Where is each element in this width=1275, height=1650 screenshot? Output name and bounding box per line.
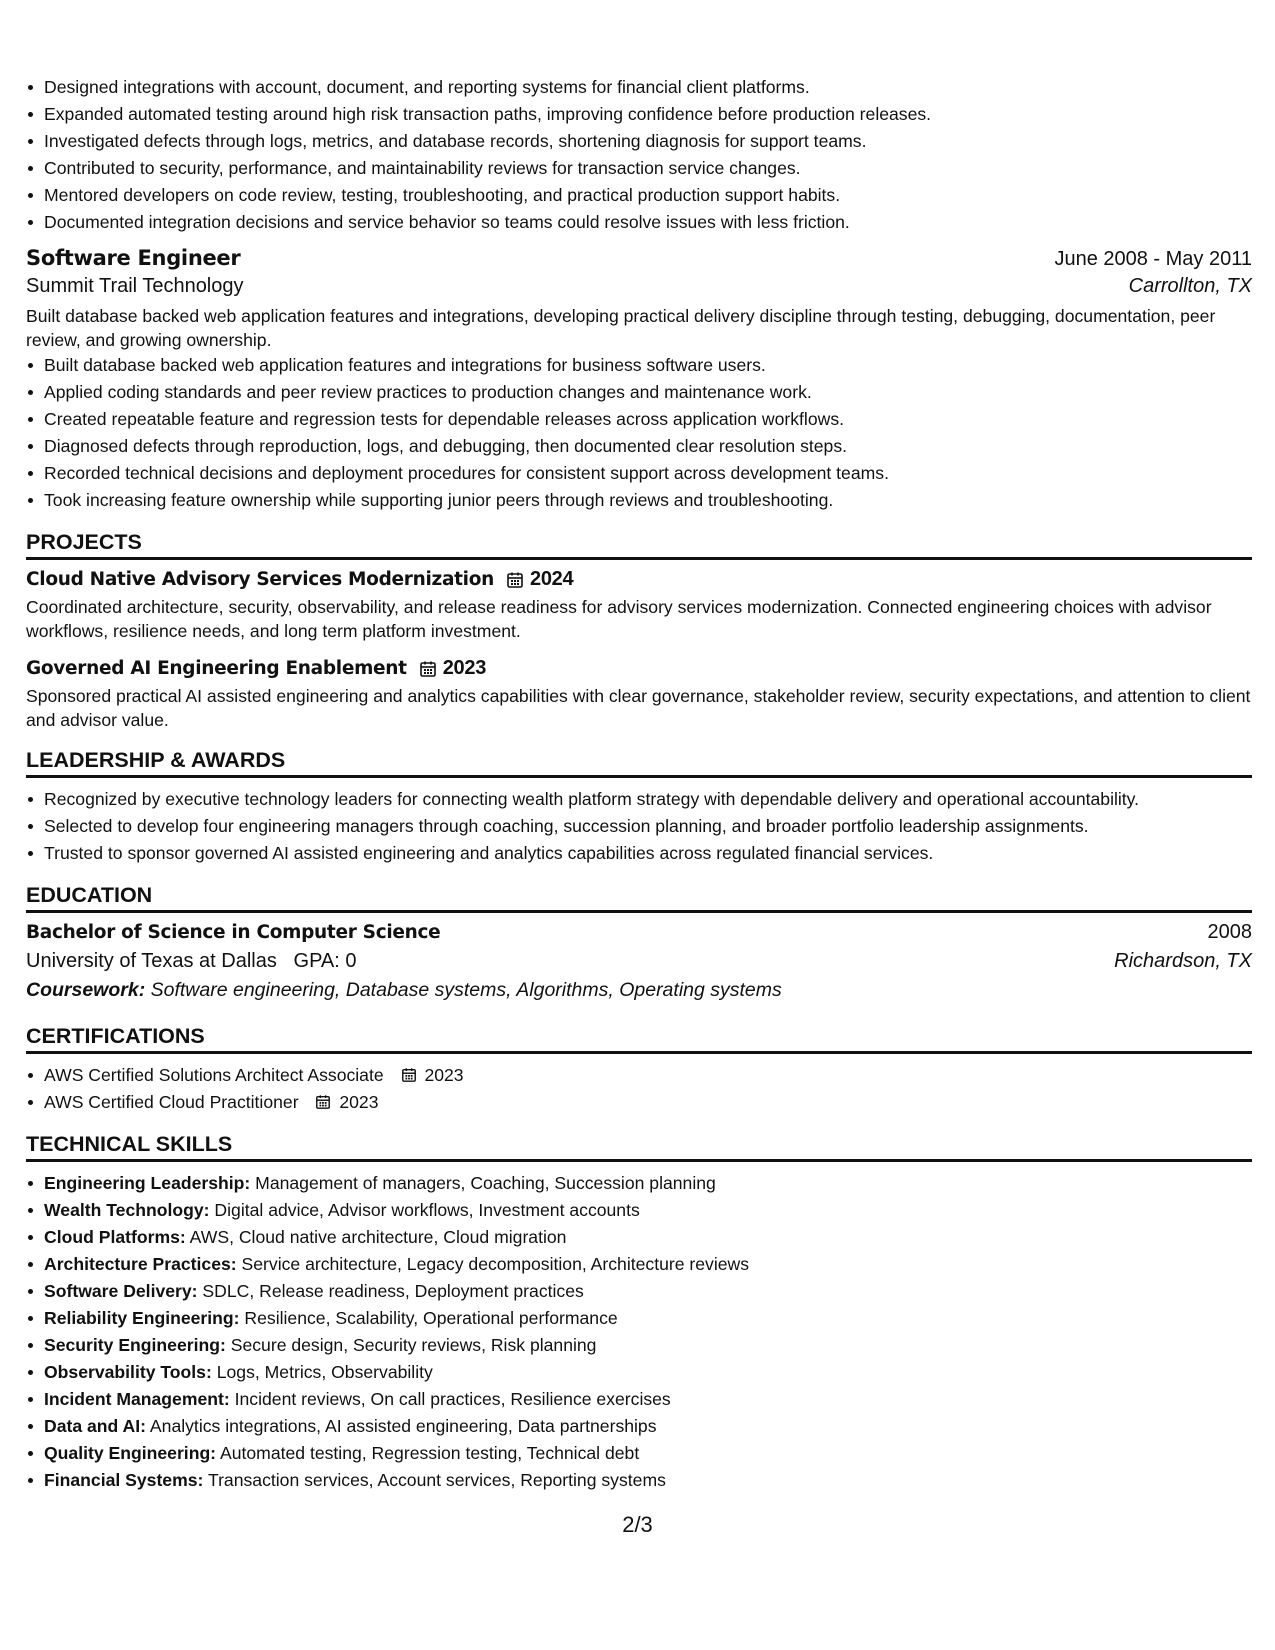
skill-name: Incident Management: — [44, 1389, 230, 1409]
education-degree: Bachelor of Science in Computer Science — [26, 922, 441, 943]
skill-value: Logs, Metrics, Observability — [216, 1362, 433, 1382]
list-item: Investigated defects through logs, metrics, and database records, shortening diagnosis for support teams. — [44, 128, 1252, 155]
education-school-line — [26, 950, 357, 973]
skill-value: Service architecture, Legacy decomposition, Architecture reviews — [241, 1254, 750, 1274]
skill-value: Transaction services, Account services, Reporting systems — [207, 1470, 666, 1490]
project-description: Coordinated architecture, security, observability, and release readiness for advisory services modernization. Connected engineering choices with advisor workflows, resilience needs, and long term platform investment. — [26, 597, 1212, 641]
certification-name: AWS Certified Cloud Practitioner — [44, 1092, 299, 1112]
skills-list — [26, 1170, 1252, 1494]
job-summary: Built database backed web application features and integrations, developing practical delivery discipline through testing, debugging, documentation, peer review, and growing ownership. — [26, 306, 1216, 350]
skill-value: AWS, Cloud native architecture, Cloud migration — [189, 1227, 567, 1247]
skill-name: Software Delivery: — [44, 1281, 198, 1301]
list-item — [44, 1278, 1252, 1305]
section-heading: TECHNICAL SKILLS — [26, 1132, 1252, 1162]
list-item: Built database backed web application features and integrations for business software users. — [44, 352, 1252, 379]
project-year: 2023 — [442, 657, 487, 679]
skill-value: SDLC, Release readiness, Deployment practices — [202, 1281, 584, 1301]
skill-name: Data and AI: — [44, 1416, 146, 1436]
education-year: 2008 — [1207, 921, 1252, 943]
education-header-row — [26, 921, 1252, 944]
calendar-icon — [506, 571, 524, 589]
list-item — [44, 1359, 1252, 1386]
job-dates: June 2008 - May 2011 — [1054, 248, 1252, 270]
skill-name: Quality Engineering: — [44, 1443, 217, 1463]
education-section — [26, 883, 1252, 1002]
projects-section — [26, 530, 1252, 732]
list-item: Recorded technical decisions and deployment procedures for consistent support across development teams. — [44, 460, 1252, 487]
skill-name: Reliability Engineering: — [44, 1308, 240, 1328]
list-item: Selected to develop four engineering managers through coaching, succession planning, and broader portfolio leadership assignments. — [44, 813, 1252, 840]
certifications-list — [26, 1062, 1252, 1116]
leadership-bullets — [26, 786, 1252, 867]
list-item — [44, 1305, 1252, 1332]
job-header-row — [26, 246, 1252, 271]
list-item: Applied coding standards and peer review practices to production changes and maintenance work. — [44, 379, 1252, 406]
calendar-icon — [419, 660, 437, 678]
certification-year: 2023 — [424, 1065, 464, 1085]
certification-name: AWS Certified Solutions Architect Associate — [44, 1065, 384, 1085]
skill-value: Analytics integrations, AI assisted engineering, Data partnerships — [149, 1416, 657, 1436]
project-entry — [26, 568, 1252, 643]
education-school-row — [26, 950, 1252, 973]
list-item — [44, 1413, 1252, 1440]
certification-year: 2023 — [339, 1092, 379, 1112]
project-title: Cloud Native Advisory Services Modernization — [26, 569, 495, 590]
job-company: Summit Trail Technology — [26, 275, 244, 297]
skill-value: Automated testing, Regression testing, Technical debt — [219, 1443, 640, 1463]
list-item: Took increasing feature ownership while supporting junior peers through reviews and troubleshooting. — [44, 487, 1252, 514]
skill-value: Digital advice, Advisor workflows, Investment accounts — [214, 1200, 640, 1220]
skill-name: Observability Tools: — [44, 1362, 212, 1382]
skills-section — [26, 1132, 1252, 1494]
skill-value: Management of managers, Coaching, Succession planning — [255, 1173, 716, 1193]
project-year: 2024 — [530, 568, 574, 590]
coursework-value: Software engineering, Database systems, Algorithms, Operating systems — [150, 979, 782, 1001]
education-school: University of Texas at Dallas — [26, 950, 277, 972]
job-company-row — [26, 275, 1252, 298]
list-item — [44, 1062, 1252, 1089]
list-item: Contributed to security, performance, and maintainability reviews for transaction service changes. — [44, 155, 1252, 182]
list-item: Mentored developers on code review, testing, troubleshooting, and practical production support habits. — [44, 182, 1252, 209]
section-heading: CERTIFICATIONS — [26, 1024, 1252, 1054]
list-item: Expanded automated testing around high risk transaction paths, improving confidence before production releases. — [44, 101, 1252, 128]
skill-name: Wealth Technology: — [44, 1200, 210, 1220]
project-title-row — [26, 568, 1252, 591]
leadership-section — [26, 748, 1252, 867]
list-item — [44, 1224, 1252, 1251]
job-bullets — [26, 352, 1252, 514]
skill-name: Engineering Leadership: — [44, 1173, 251, 1193]
job-title: Software Engineer — [26, 246, 241, 270]
section-heading: LEADERSHIP & AWARDS — [26, 748, 1252, 778]
skill-value: Resilience, Scalability, Operational performance — [244, 1308, 618, 1328]
education-gpa: GPA: 0 — [293, 950, 357, 972]
list-item: Created repeatable feature and regression tests for dependable releases across application workflows. — [44, 406, 1252, 433]
calendar-icon — [315, 1094, 331, 1110]
skill-name: Financial Systems: — [44, 1470, 204, 1490]
skill-name: Architecture Practices: — [44, 1254, 237, 1274]
prev-job-bullets — [26, 74, 1252, 236]
section-heading: EDUCATION — [26, 883, 1252, 913]
project-entry — [26, 657, 1252, 732]
calendar-icon — [401, 1067, 417, 1083]
list-item: Designed integrations with account, document, and reporting systems for financial client platforms. — [44, 74, 1252, 101]
list-item — [44, 1170, 1252, 1197]
project-description: Sponsored practical AI assisted engineering and analytics capabilities with clear governance, stakeholder review, security expectations, and attention to client and advisor value. — [26, 686, 1251, 730]
skill-value: Incident reviews, On call practices, Resilience exercises — [234, 1389, 671, 1409]
project-title-row — [26, 657, 1252, 680]
skill-value: Secure design, Security reviews, Risk planning — [230, 1335, 597, 1355]
project-title: Governed AI Engineering Enablement — [26, 658, 407, 679]
list-item — [44, 1386, 1252, 1413]
section-heading: PROJECTS — [26, 530, 1252, 560]
list-item: Trusted to sponsor governed AI assisted engineering and analytics capabilities across regulated financial services. — [44, 840, 1252, 867]
skill-name: Cloud Platforms: — [44, 1227, 186, 1247]
resume-page — [26, 74, 1252, 1494]
list-item: Documented integration decisions and service behavior so teams could resolve issues with less friction. — [44, 209, 1252, 236]
list-item: Diagnosed defects through reproduction, logs, and debugging, then documented clear resolution steps. — [44, 433, 1252, 460]
list-item — [44, 1467, 1252, 1494]
list-item — [44, 1089, 1252, 1116]
certifications-section — [26, 1024, 1252, 1116]
job-entry — [26, 246, 1252, 514]
list-item — [44, 1251, 1252, 1278]
education-location: Richardson, TX — [1114, 950, 1252, 972]
list-item — [44, 1332, 1252, 1359]
page-number: 2/3 — [622, 1512, 653, 1537]
education-coursework — [26, 979, 1252, 1002]
job-location: Carrollton, TX — [1128, 275, 1252, 297]
list-item — [44, 1197, 1252, 1224]
list-item: Recognized by executive technology leaders for connecting wealth platform strategy with dependable delivery and operational accountability. — [44, 786, 1252, 813]
list-item — [44, 1440, 1252, 1467]
skill-name: Security Engineering: — [44, 1335, 226, 1355]
coursework-label: Coursework: — [26, 979, 146, 1001]
